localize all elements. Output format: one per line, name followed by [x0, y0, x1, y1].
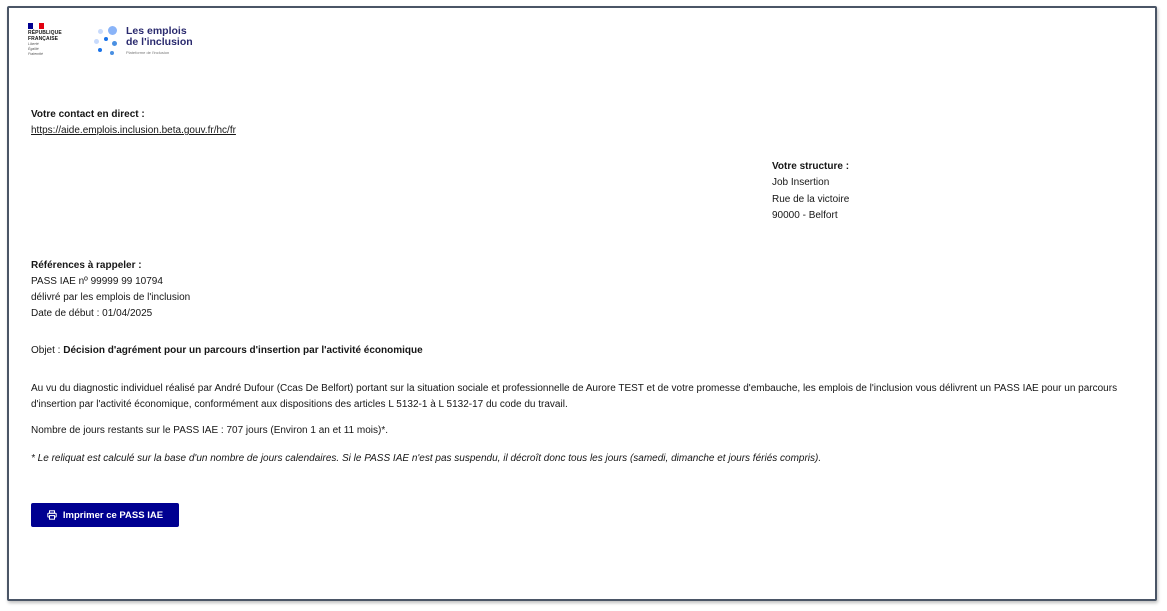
- footnote: * Le reliquat est calculé sur la base d'un nombre de jours calendaires. Si le PASS IAE n'est pas suspendu, il décroît donc tous les jours (samedi, dimanche et jours fériés compris).: [31, 453, 822, 464]
- references-label: Références à rappeler :: [31, 260, 142, 271]
- object-value: Décision d'agrément pour un parcours d'insertion par l'activité économique: [63, 345, 423, 356]
- structure-label: Votre structure :: [772, 161, 850, 172]
- print-pass-button[interactable]: [31, 503, 179, 527]
- gov-motto-2: Égalité: [28, 46, 39, 51]
- contact-link[interactable]: https://aide.emplois.inclusion.beta.gouv.fr/hc/fr: [31, 125, 236, 136]
- french-flag-icon: [28, 23, 44, 29]
- brand-name-line2: de l'inclusion: [126, 36, 193, 48]
- brand-tagline: Plateforme de l'inclusion: [126, 50, 170, 55]
- structure-city: 90000 - Belfort: [772, 210, 838, 221]
- contact-label: Votre contact en direct :: [31, 109, 145, 120]
- gov-motto-1: Liberté: [28, 42, 39, 46]
- document-frame: [7, 6, 1157, 601]
- republique-francaise-logo: [28, 23, 68, 63]
- brand-name-line1: Les emplois: [126, 25, 187, 37]
- object-line: [31, 343, 423, 359]
- decision-paragraph: Au vu du diagnostic individuel réalisé par André Dufour (Ccas De Belfort) portant sur la situation sociale et professionnelle de Aurore TEST et de votre promesse d'embauche, les emplois de l'inclusion vous délivrent un PASS IAE pour un parcours d'insertion par l'activité économique, conformément aux dispositions des articles L 5132-1 à L 5132-17 du code du travail.: [31, 383, 1118, 410]
- structure-name: Job Insertion: [772, 177, 830, 188]
- pass-issuer: délivré par les emplois de l'inclusion: [31, 292, 191, 303]
- remaining-days: Nombre de jours restants sur le PASS IAE : 707 jours (Environ 1 an et 11 mois)*.: [31, 425, 389, 436]
- gov-name-line2: FRANÇAISE: [28, 35, 59, 42]
- object-prefix: Objet :: [31, 345, 64, 356]
- gov-motto-3: Fraternité: [28, 51, 43, 56]
- printer-icon: [47, 510, 57, 520]
- print-button-label: Imprimer ce PASS IAE: [62, 509, 164, 521]
- pass-number: PASS IAE nº 99999 99 10794: [31, 276, 163, 287]
- pass-start-date: Date de début : 01/04/2025: [31, 308, 153, 319]
- emplois-inclusion-logo: [92, 25, 193, 57]
- brand-dots-icon: [92, 25, 122, 57]
- gov-name-line1: RÉPUBLIQUE: [28, 30, 62, 36]
- structure-street: Rue de la victoire: [772, 194, 850, 205]
